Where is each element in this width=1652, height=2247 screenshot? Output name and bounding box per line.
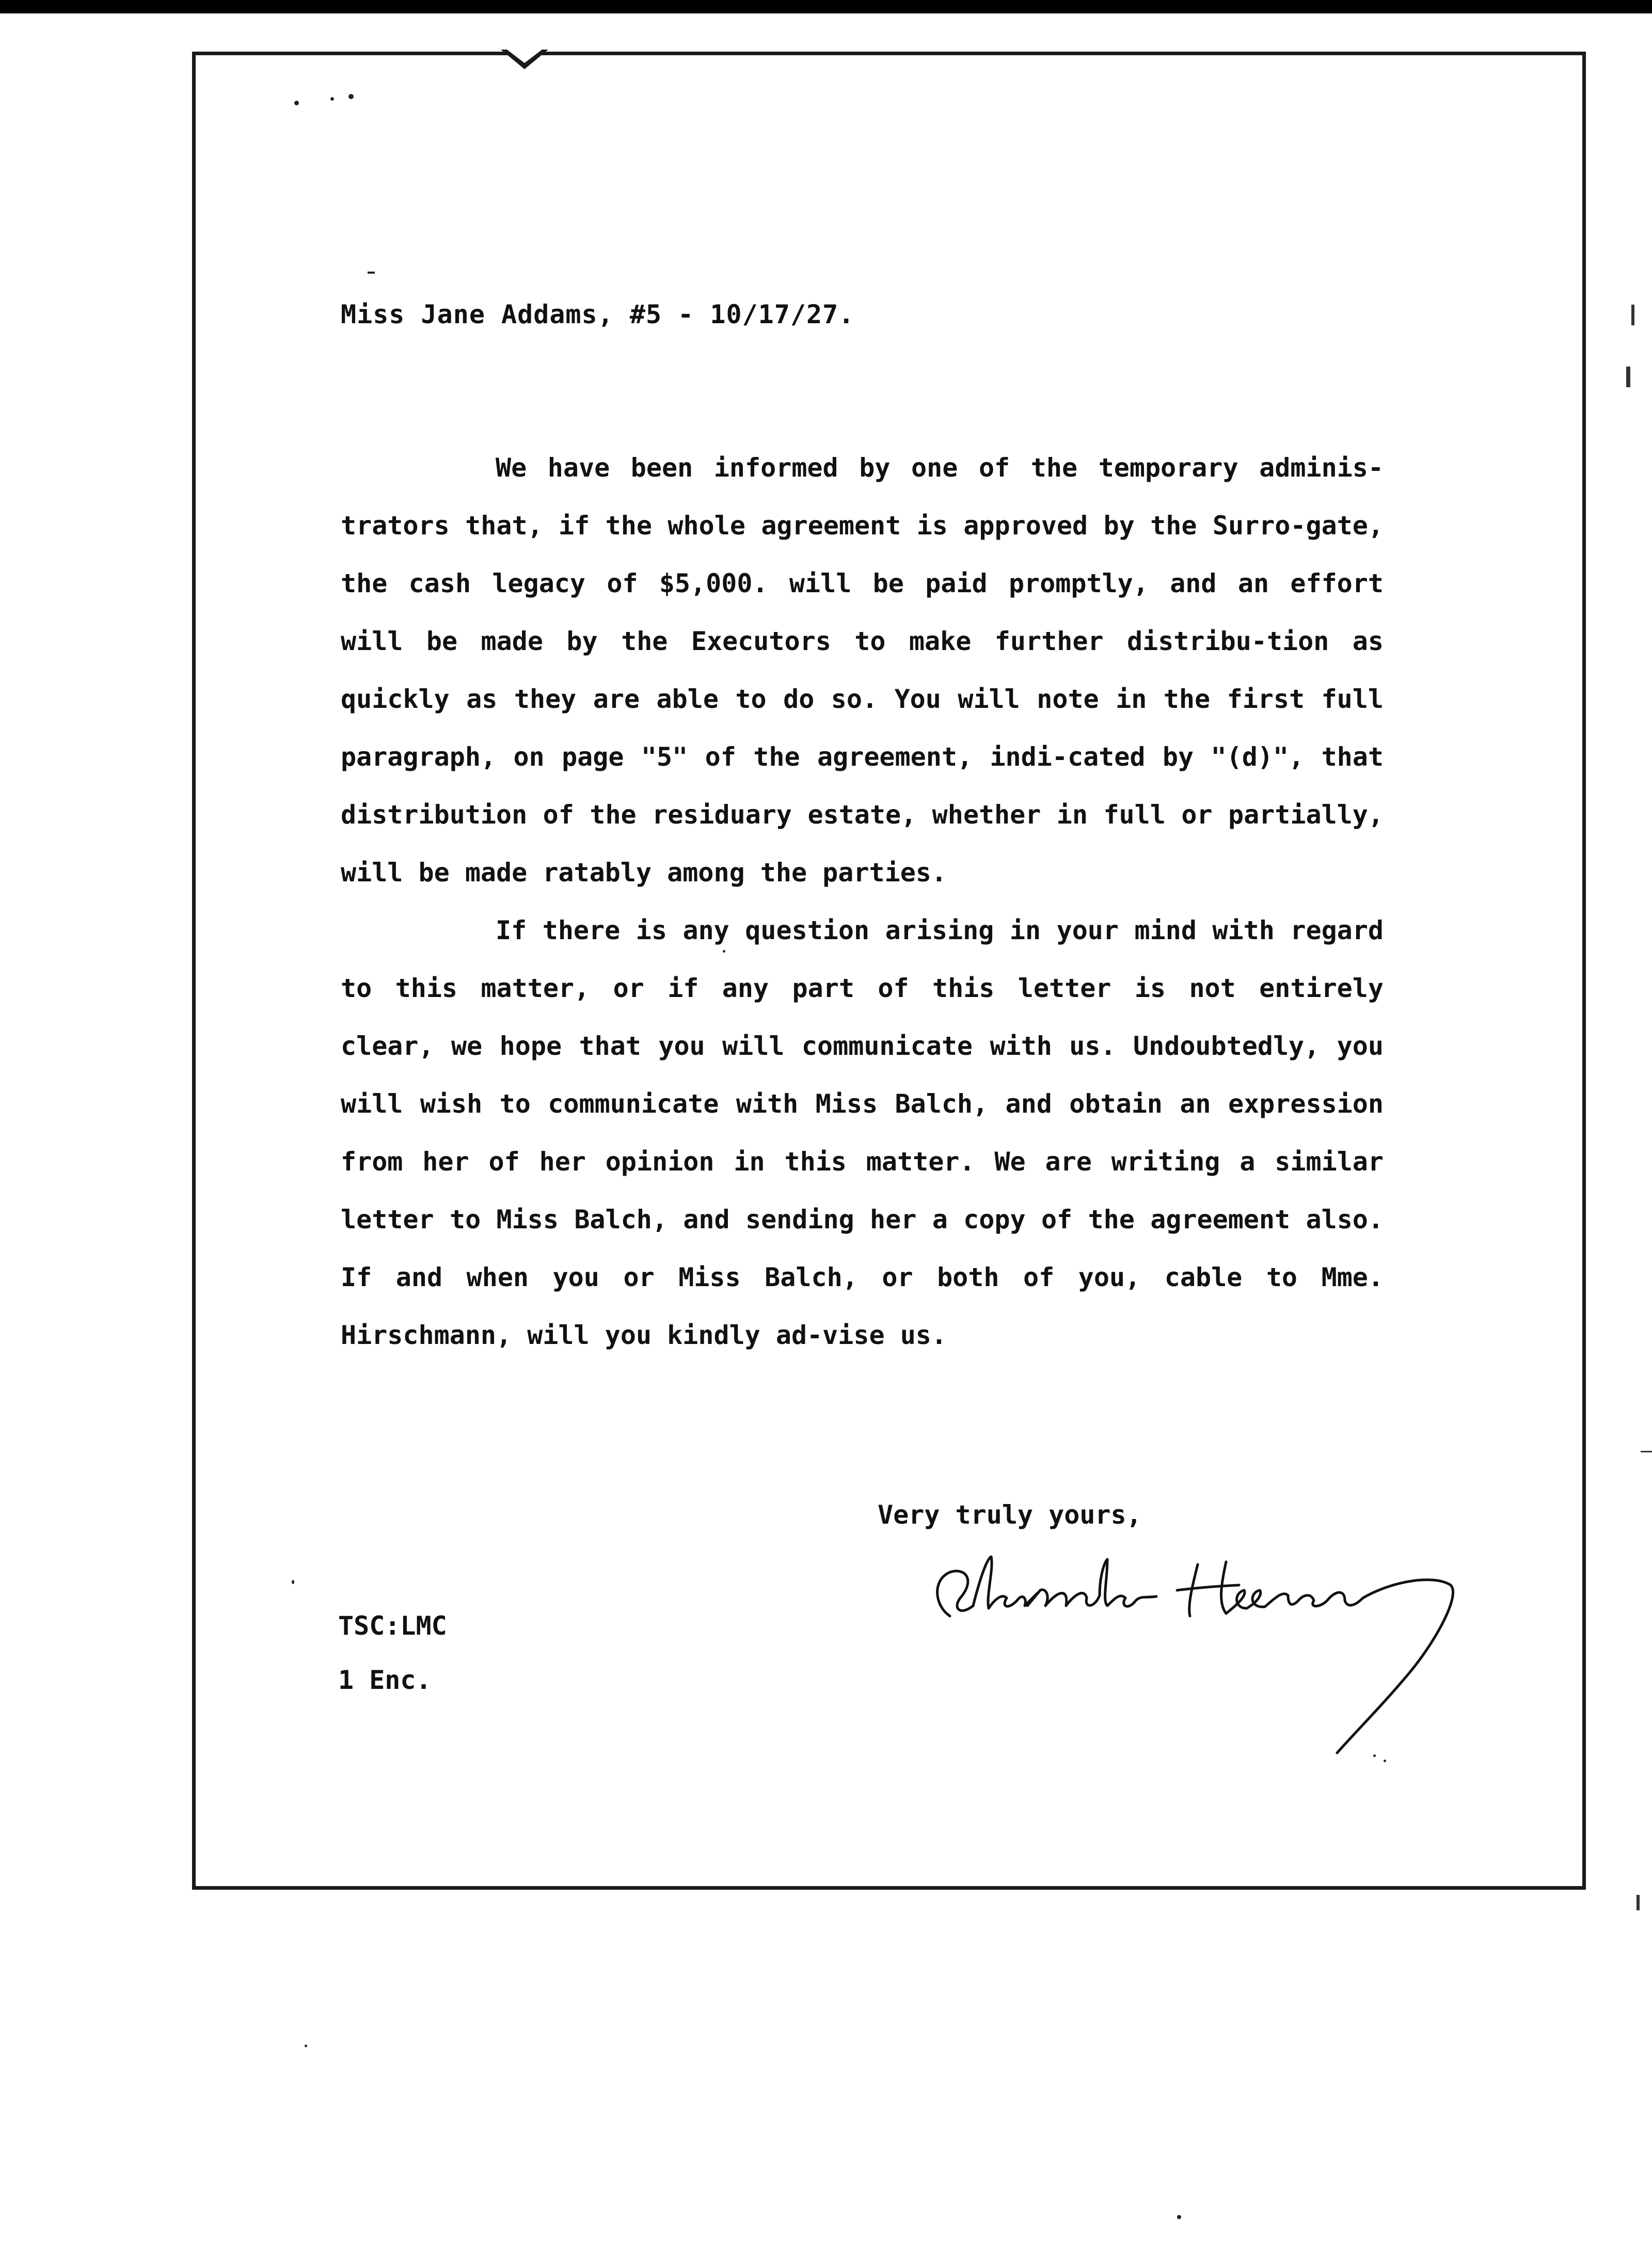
- scan-speck: [330, 97, 334, 101]
- body-paragraph-2: If there is any question arising in your mind with regard to this matter, or if any part of this letter is not entirely clear, we hope that you will communicate with us. Undoubtedly, you will wish to communicate with Miss Balch, and obtain an expression from her of her opinion in this matter. We are writing a similar letter to Miss Balch, and sending her a copy of the agreement also. If and when you or Miss Balch, or both of you, cable to Mme. Hirschmann, will you kindly ad-vise us.: [341, 915, 1384, 1350]
- body-paragraph-1: We have been informed by one of the temporary adminis-trators that, if the whole agreement is approved by the Surro-gate, the cash legacy of $5,000. will be paid promptly, and an effort will be made by the Executors to make further distribu-tion as quickly as they are able to do so. You will note in the first full paragraph, on page "5" of the agreement, indi-cated by "(d)", that distribution of the residuary estate, whether in full or partially, will be made ratably among the parties.: [341, 453, 1384, 888]
- scan-speck: [348, 94, 354, 99]
- complimentary-close: Very truly yours,: [878, 1500, 1142, 1530]
- edge-mark: [1626, 367, 1630, 387]
- letter-page-header: Miss Jane Addams, #5 - 10/17/27.: [341, 299, 855, 329]
- frame-notch-inner: [507, 50, 542, 63]
- scan-speck: [368, 272, 375, 274]
- handwritten-signature: [929, 1549, 1549, 1766]
- scan-speck: [294, 101, 299, 105]
- letter-body: [341, 439, 1384, 1364]
- scan-speck: [305, 2045, 307, 2047]
- scan-speck: [292, 1580, 294, 1584]
- edge-mark: [1637, 1895, 1640, 1910]
- enclosure-note: 1 Enc.: [338, 1665, 432, 1695]
- scan-top-band: [0, 0, 1652, 13]
- scan-speck: [1177, 2215, 1181, 2219]
- edge-mark: [1641, 1451, 1652, 1452]
- typist-initials: TSC:LMC: [338, 1611, 447, 1641]
- edge-mark: [1631, 305, 1634, 325]
